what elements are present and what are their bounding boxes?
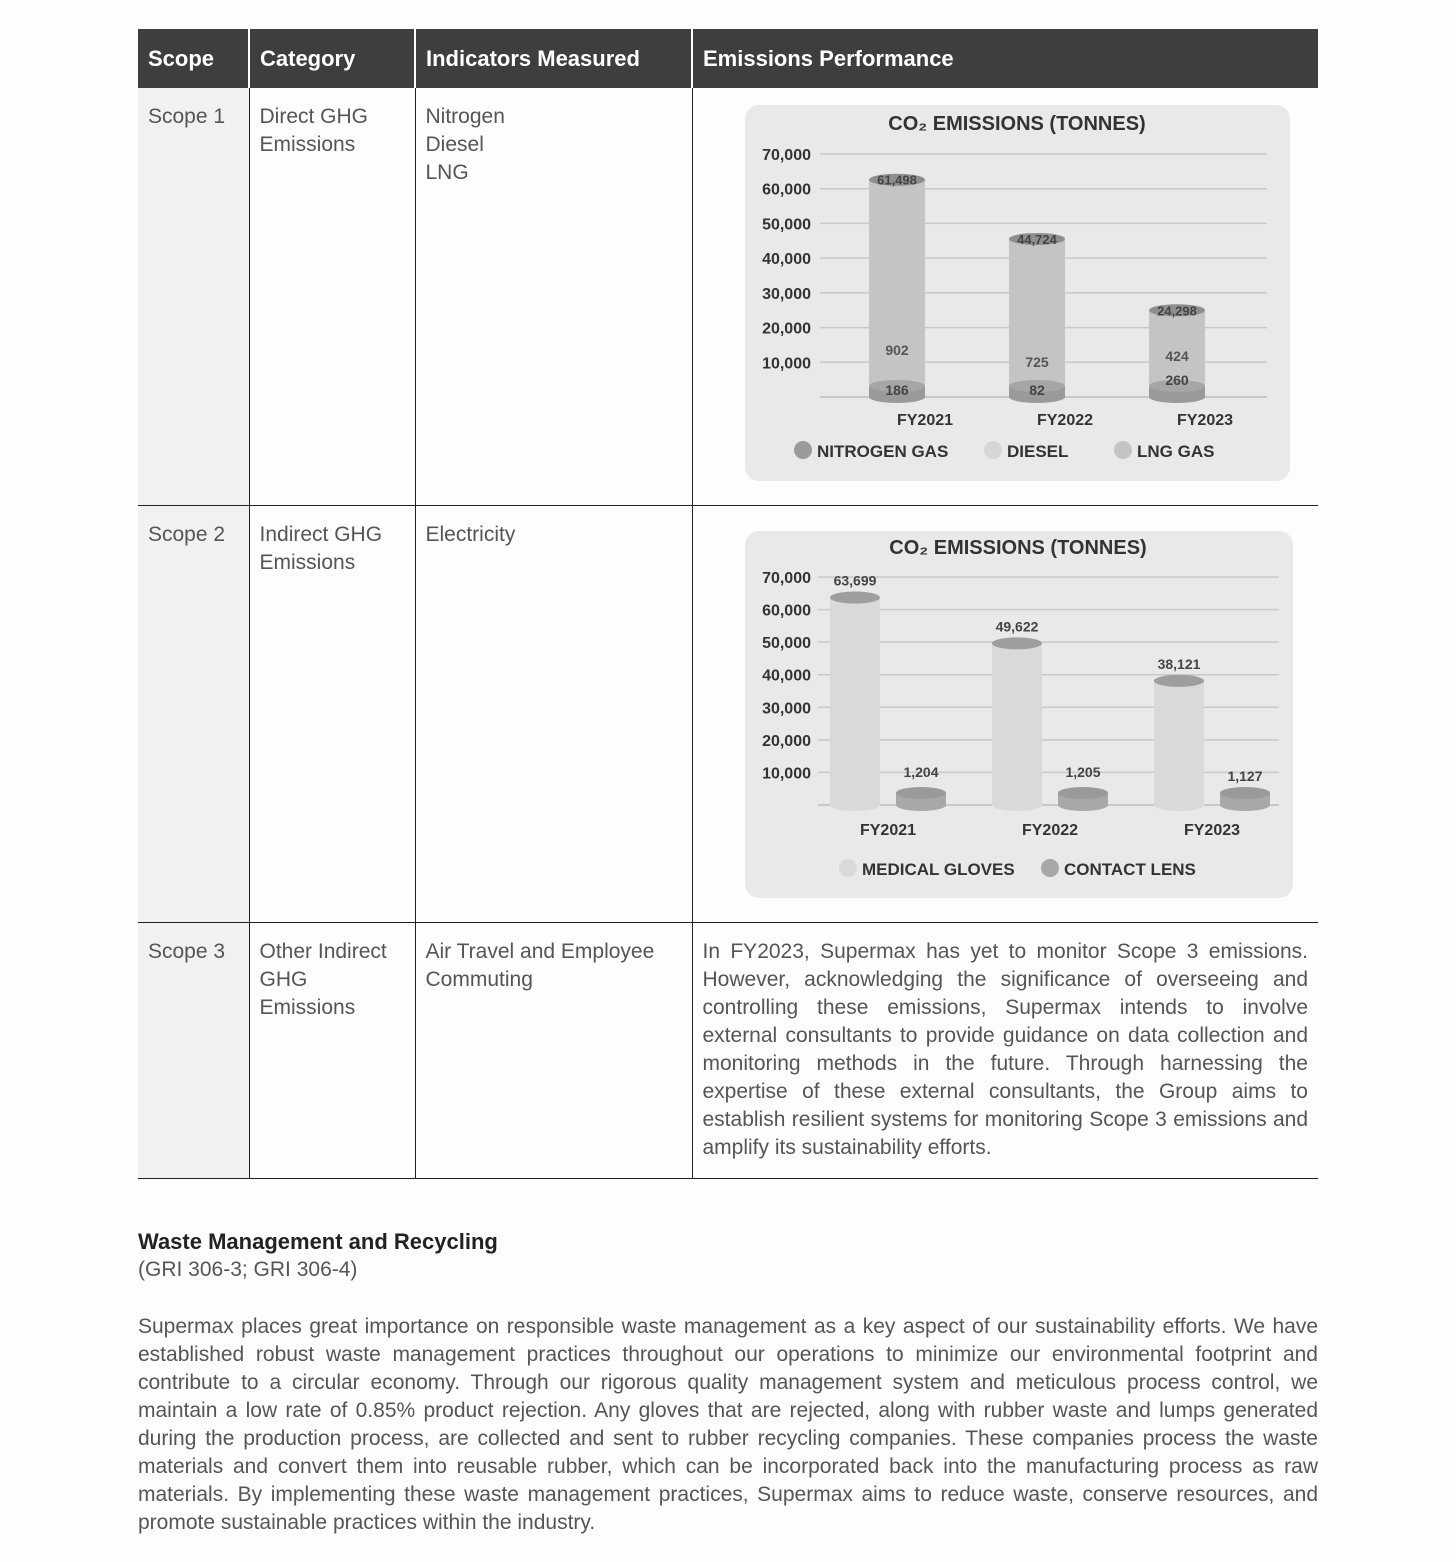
chart-title: CO₂ EMISSIONS (TONNES) <box>888 537 1147 559</box>
diesel-value-label: 725 <box>1024 354 1049 370</box>
y-tick-label: 10,000 <box>761 355 811 373</box>
contact-lens-value-label: 1,127 <box>1226 768 1263 784</box>
legend-swatch <box>1041 859 1059 877</box>
legend-swatch <box>794 441 812 459</box>
medical-gloves-value-label: 63,699 <box>833 572 876 589</box>
y-tick-label: 30,000 <box>761 700 811 718</box>
performance-cell <box>692 88 1318 506</box>
y-tick-label: 60,000 <box>761 602 811 620</box>
indicators-cell: Nitrogen Diesel LNG <box>415 88 692 506</box>
table-row <box>138 923 1318 1179</box>
emissions-table <box>138 29 1318 1179</box>
medical-gloves-bar-body <box>1154 681 1204 811</box>
medical-gloves-bar-body <box>830 598 880 811</box>
lng-value-label: 61,498 <box>876 172 917 188</box>
y-tick-label: 70,000 <box>761 570 811 587</box>
performance-cell <box>692 506 1318 923</box>
category-cell: Other Indirect GHG Emissions <box>249 923 415 1179</box>
y-tick-label: 20,000 <box>761 320 811 338</box>
legend-swatch <box>1114 441 1132 459</box>
y-tick-label: 30,000 <box>761 285 811 303</box>
x-tick-label: FY2022 <box>1036 412 1093 429</box>
y-tick-label: 60,000 <box>761 181 811 199</box>
header-performance: Emissions Performance <box>692 29 1318 88</box>
y-tick-label: 20,000 <box>761 732 811 750</box>
scope2-chart-panel <box>745 531 1293 898</box>
legend-label: CONTACT LENS <box>1063 860 1196 879</box>
medical-gloves-bar-top <box>992 637 1042 649</box>
y-tick-label: 70,000 <box>761 147 811 164</box>
medical-gloves-bar <box>1154 675 1204 811</box>
contact-lens-bar-top <box>1220 787 1270 799</box>
legend-swatch <box>839 859 857 877</box>
category-cell: Direct GHG Emissions <box>249 88 415 506</box>
section-paragraph: Supermax places great importance on responsible waste management as a key aspect of our sustainability efforts. We have established robust waste management practices throughout our operations to minimize our environmental footprint and contribute to a circular economy. Through our rigorous quality management system and meticulous process control, we maintain a low rate of 0.85% product rejection. Any gloves that are rejected, along with rubber waste and lumps generated during the production process, are collected and sent to rubber recycling companies. These companies process the waste materials and convert them into reusable rubber, which can be incorporated back into the manufacturing process as raw materials. By implementing these waste management practices, Supermax aims to reduce waste, conserve resources, and promote sustainable practices within the industry. <box>138 1315 1318 1534</box>
lng-value-label: 44,724 <box>1016 231 1057 247</box>
medical-gloves-bar-top <box>830 592 880 604</box>
scope1-co2-chart <box>745 105 1290 481</box>
legend-swatch <box>984 441 1002 459</box>
x-tick-label: FY2021 <box>859 822 916 839</box>
diesel-value-label: 424 <box>1164 348 1189 364</box>
nitrogen-value-label: 82 <box>1028 382 1045 398</box>
lng-bar <box>869 174 925 401</box>
table-row <box>138 506 1318 923</box>
section-gri-reference: (GRI 306-3; GRI 306-4) <box>138 1258 358 1281</box>
category-cell: Indirect GHG Emissions <box>249 506 415 923</box>
section-title: Waste Management and Recycling <box>138 1229 498 1254</box>
x-tick-label: FY2021 <box>896 412 953 429</box>
medical-gloves-bar-top <box>1154 675 1204 687</box>
contact-lens-bar-top <box>896 787 946 799</box>
legend-label: LNG GAS <box>1136 442 1214 461</box>
x-tick-label: FY2023 <box>1183 822 1240 839</box>
contact-lens-bar <box>1220 787 1270 811</box>
scope2-co2-chart <box>745 531 1293 898</box>
lng-bar <box>1009 233 1065 401</box>
contact-lens-value-label: 1,204 <box>902 764 939 780</box>
lng-bar-body <box>1009 239 1065 401</box>
scope-cell: Scope 1 <box>138 88 249 506</box>
y-tick-label: 40,000 <box>761 251 811 269</box>
legend-label: NITROGEN GAS <box>816 442 948 461</box>
indicators-cell: Air Travel and Employee Commuting <box>415 923 692 1179</box>
scope-cell: Scope 2 <box>138 506 249 923</box>
y-tick-label: 10,000 <box>761 765 811 783</box>
legend-label: DIESEL <box>1006 442 1068 461</box>
lng-bar-body <box>869 180 925 401</box>
scope3-performance-text: In FY2023, Supermax has yet to monitor Scope 3 emissions. However, acknowledging the significance of overseeing and controlling these emissions, Supermax intends to involve external consultants to provide guidance on data collection and monitoring methods in the future. Through harnessing the expertise of these external consultants, the Group aims to establish resilient systems for monitoring Scope 3 emissions and amplify its sustainability efforts. <box>692 923 1318 1179</box>
medical-gloves-bar-body <box>992 643 1042 811</box>
contact-lens-value-label: 1,205 <box>1064 764 1101 780</box>
indicators-cell: Electricity <box>415 506 692 923</box>
x-tick-label: FY2023 <box>1176 412 1233 429</box>
y-tick-label: 50,000 <box>761 216 811 234</box>
header-category: Category <box>249 29 415 88</box>
lng-value-label: 24,298 <box>1156 303 1197 319</box>
diesel-value-label: 902 <box>884 342 909 358</box>
contact-lens-bar <box>896 787 946 811</box>
y-tick-label: 40,000 <box>761 667 811 685</box>
scope1-chart-panel <box>745 105 1290 481</box>
y-tick-label: 50,000 <box>761 635 811 653</box>
chart-title: CO₂ EMISSIONS (TONNES) <box>887 113 1146 135</box>
scope-cell: Scope 3 <box>138 923 249 1179</box>
medical-gloves-bar <box>992 637 1042 811</box>
legend-label: MEDICAL GLOVES <box>861 860 1015 879</box>
medical-gloves-value-label: 49,622 <box>995 618 1038 635</box>
x-tick-label: FY2022 <box>1021 822 1078 839</box>
header-scope: Scope <box>138 29 249 88</box>
medical-gloves-bar <box>830 592 880 811</box>
medical-gloves-value-label: 38,121 <box>1157 655 1200 672</box>
nitrogen-value-label: 186 <box>884 382 909 398</box>
header-indicators: Indicators Measured <box>415 29 692 88</box>
contact-lens-bar <box>1058 787 1108 811</box>
table-header-row <box>138 29 1318 88</box>
contact-lens-bar-top <box>1058 787 1108 799</box>
nitrogen-value-label: 260 <box>1164 372 1189 388</box>
table-row <box>138 88 1318 506</box>
